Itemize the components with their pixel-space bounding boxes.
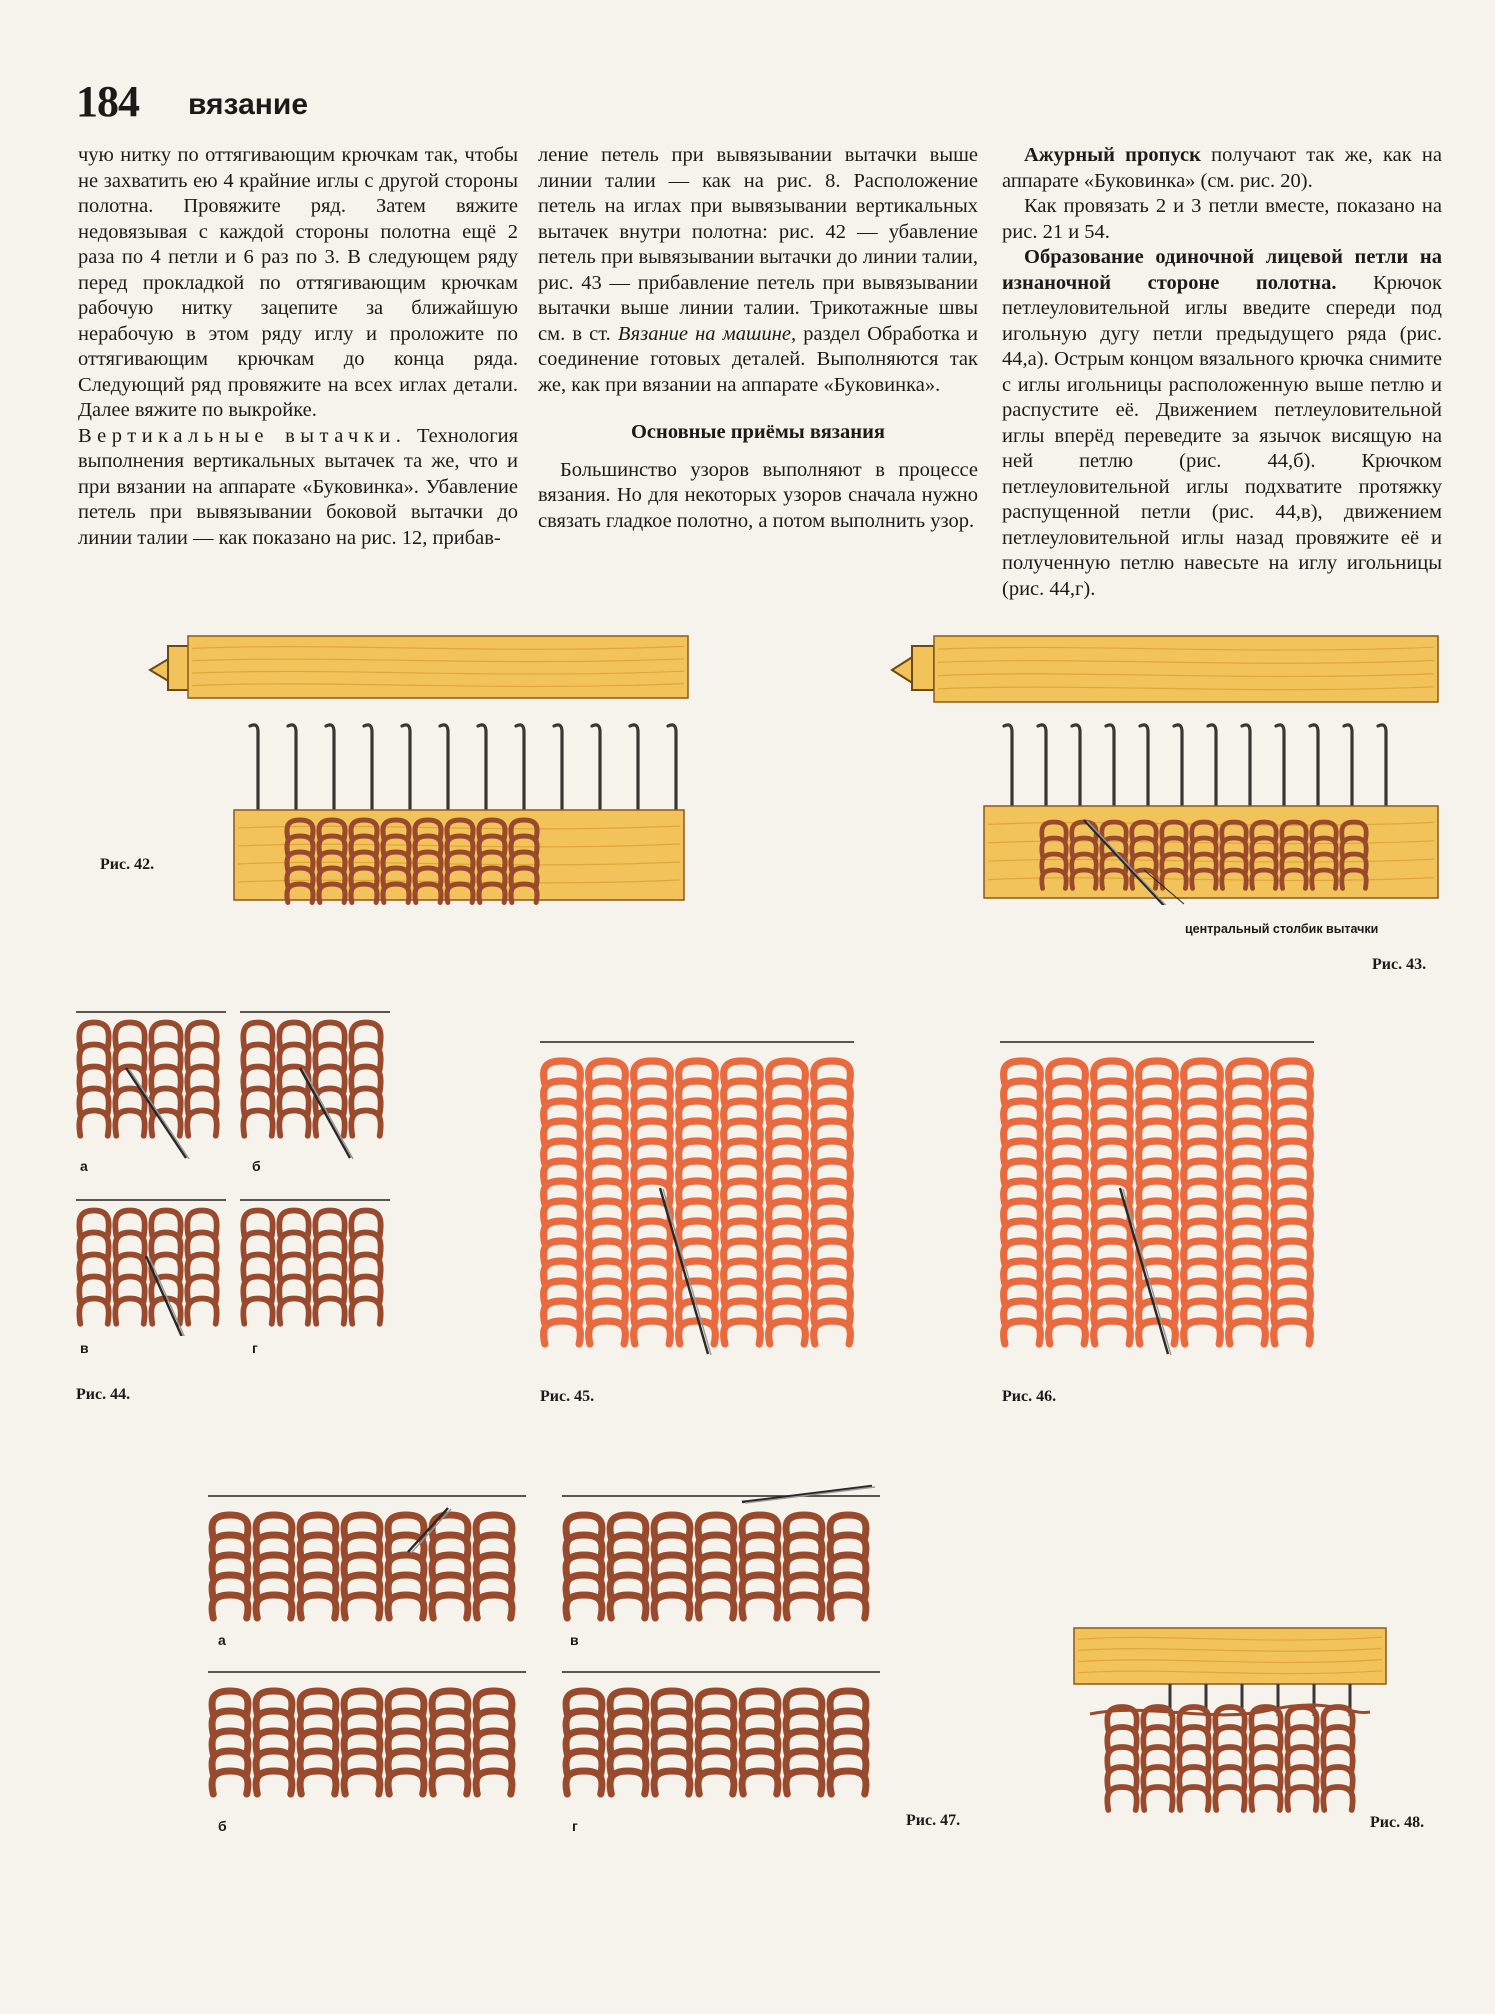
- figure-44-label-g: г: [252, 1340, 258, 1356]
- figure-47-caption: Рис. 47.: [906, 1812, 961, 1829]
- paragraph: Большинство узоров выполняют в процессе вязания. Но для некоторых узоров сначала нужно связать гладкое полотно, а потом выполнить узор.: [538, 458, 978, 532]
- figure-47-label-v: в: [570, 1632, 579, 1648]
- figure-47v-illustration: [562, 1482, 882, 1632]
- figure-46-caption: Рис. 46.: [1002, 1388, 1057, 1405]
- figure-44a-illustration: [76, 1008, 228, 1168]
- figure-47-label-b: б: [218, 1818, 227, 1834]
- figure-47b-illustration: [208, 1668, 528, 1808]
- figure-44v-illustration: [76, 1196, 228, 1336]
- inline-heading: Вертикальные вытачки.: [78, 424, 407, 447]
- paragraph: ление петель при вывязывании вытачки выше линии талии — как на рис. 8. Расположение петель на иглах при вывязывании вертикальных вытачек внутри полотна: рис. 42 — убавление петель при вывязывании вытачки до линии талии, рис. 43 — прибавление петель при вывязывании вытачки выше линии талии. Трикотажные швы см. в ст. Вязание на машине, раздел Обработка и соединение готовых деталей. Выполняются так же, как при вязании на аппарате «Буковинка».: [538, 144, 978, 396]
- figure-46-illustration: [1000, 1038, 1318, 1358]
- paragraph: Образование одиночной лицевой петли на изнаночной стороне полотна. Крючок петлеуловительной иглы введите спереди под игольную дугу петли предыдущего ряда (рис. 44,а). Острым концом вязального крючка снимите с иглы игольницы расположенную выше петлю и распустите её. Движением петлеуловительной иглы вперёд переведите за язычок висящую на ней петлю (рис. 44,б). Крючком петлеуловительной иглы подхватите протяжку распущенной петли (рис. 44,в), движением петлеуловительной иглы назад провяжите её и полученную петлю навесьте на иглу игольницы (рис. 44,г).: [1002, 246, 1442, 600]
- paragraph: Ажурный пропуск получают так же, как на аппарате «Буковинка» (см. рис. 20).: [1002, 144, 1442, 192]
- figure-47-label-a: а: [218, 1632, 226, 1648]
- figure-44-label-a: а: [80, 1158, 88, 1174]
- figure-43-illustration: [884, 630, 1444, 905]
- subheading: Основные приёмы вязания: [630, 421, 886, 443]
- figure-48-illustration: [1070, 1620, 1390, 1825]
- section-title: вязание: [188, 88, 308, 121]
- text-column-1: [78, 143, 518, 551]
- figure-45-caption: Рис. 45.: [540, 1388, 595, 1405]
- page-header: [76, 76, 1436, 126]
- figure-44-caption: Рис. 44.: [76, 1386, 131, 1403]
- figure-44b-illustration: [240, 1008, 392, 1168]
- figure-44-label-v: в: [80, 1340, 89, 1356]
- figure-42-caption: Рис. 42.: [100, 856, 155, 873]
- figure-47-label-g: г: [572, 1818, 578, 1834]
- figure-43-annotation: центральный столбик вытачки: [1185, 922, 1379, 936]
- figure-48-caption: Рис. 48.: [1370, 1814, 1425, 1831]
- figure-44-label-b: б: [252, 1158, 261, 1174]
- text-column-3: [1002, 143, 1442, 602]
- paragraph: Вертикальные вытачки. Технология выполнения вертикальных вытачек та же, что и при вязании на аппарате «Буковинка». Убавление петель при вывязывании боковой вытачки до линии талии — как показано на рис. 12, прибав-: [78, 424, 518, 549]
- figure-47g-illustration: [562, 1668, 882, 1808]
- page-number: 184: [76, 77, 139, 126]
- figure-45-illustration: [540, 1038, 856, 1358]
- text-column-2: [538, 143, 978, 534]
- paragraph: Как провязать 2 и 3 петли вместе, показано на рис. 21 и 54.: [1002, 195, 1442, 243]
- figure-43-caption: Рис. 43.: [1372, 956, 1427, 973]
- figure-47a-illustration: [208, 1492, 528, 1632]
- figure-42-illustration: [130, 630, 695, 905]
- figure-44g-illustration: [240, 1196, 392, 1336]
- paragraph: чую нитку по оттягивающим крючкам так, чтобы не захватить ею 4 крайние иглы с другой стороны полотна. Провяжите ряд. Затем вяжите недовязывая с каждой стороны полотна ещё 2 раза по 4 петли и 6 раз по 3. В следующем ряду перед прокладкой по оттягивающим крючкам рабочую нитку зацепите за ближайшую нерабочую в этом ряду иглу и проложите по оттягивающим крючкам до конца ряда. Следующий ряд провяжите на всех иглах детали. Далее вяжите по выкройке.: [78, 144, 518, 421]
